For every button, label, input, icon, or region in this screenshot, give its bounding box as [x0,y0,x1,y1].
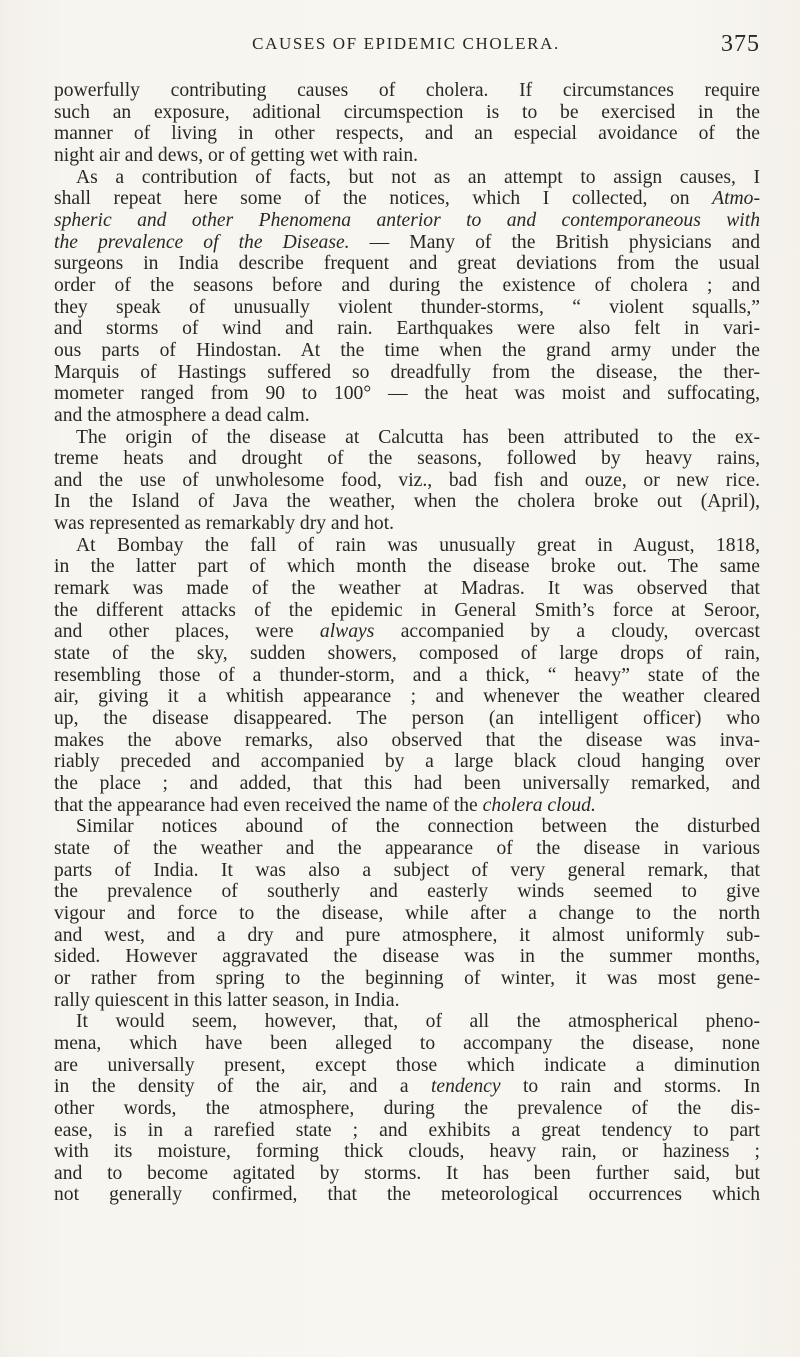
text-line: vigour and force to the disease, while after a change to the north [54,902,760,924]
italic-title-fragment: Atmo- [712,188,760,210]
text-line: treme heats and drought of the seasons, followed by heavy rains, [54,448,760,470]
text-line: or rather from spring to the beginning of winter, it was most gene- [54,967,760,989]
text-line: rally quiescent in this latter season, in India. [54,989,400,1011]
text-line: in the latter part of which month the disease broke out. The same [54,556,760,578]
text-line: Marquis of Hastings suffered so dreadfully from the disease, the ther- [54,361,760,383]
text-line: manner of living in other respects, and an especial avoidance of the [54,123,760,145]
text-line: other words, the atmosphere, during the prevalence of the dis- [54,1097,760,1119]
text-line: ease, is in a rarefied state ; and exhibits a great tendency to part [54,1119,760,1141]
italic-title-fragment: spheric and other Phenomena anterior to and contemporaneous with [54,209,760,231]
text-line: state of the sky, sudden showers, composed of large drops of rain, [54,643,760,665]
text-fragment: to rain and storms. In [500,1076,760,1098]
text-fragment: and other places, were [54,621,320,643]
text-line: and to become agitated by storms. It has been further said, but [54,1162,760,1184]
text-line: state of the weather and the appearance of the disease in various [54,837,760,859]
text-line: such an exposure, aditional circumspection is to be exercised in the [54,101,760,123]
italic-word: tendency [430,1076,501,1098]
text-line: As a contribution of facts, but not as an attempt to assign causes, I [76,166,760,188]
text-line [54,232,760,254]
text-line [54,621,760,643]
text-line: not generally confirmed, that the meteorological occurrences which [54,1184,760,1206]
text-line: are universally present, except those which indicate a diminution [54,1054,760,1076]
paragraph [54,167,760,427]
text-line: and west, and a dry and pure atmosphere, it almost uniformly sub- [54,924,760,946]
text-fragment: in the density of the air, and a [54,1076,431,1098]
text-line: the place ; and added, that this had been universally remarked, and [54,773,760,794]
page-header-title: CAUSES OF EPIDEMIC CHOLERA. [252,34,560,53]
text-line: resembling those of a thunder-storm, and a thick, “ heavy” state of the [54,664,760,686]
text-line [54,188,760,210]
paragraph [54,535,760,817]
text-line: order of the seasons before and during the existence of cholera ; and [54,274,760,296]
text-line: night air and dews, or of getting wet with rain. [54,144,419,166]
running-head [52,31,760,64]
text-line: remark was made of the weather at Madras. It was observed that [54,578,760,600]
italic-word: always [319,621,375,643]
text-line: with its moisture, forming thick clouds, heavy rain, or haziness ; [54,1141,760,1163]
text-line: makes the above remarks, also observed that the disease was inva- [54,729,760,751]
text-line: riably preceded and accompanied by a large black cloud hanging over [54,751,760,773]
text-line: The origin of the disease at Calcutta has been attributed to the ex- [76,426,760,448]
paragraph [54,427,760,535]
text-line: up, the disease disappeared. The person (an intelligent officer) who [54,708,760,730]
text-fragment: shall repeat here some of the notices, which I collected, on [54,188,713,210]
text-line: and the use of unwholesome food, viz., bad fish and ouze, or new rice. [54,469,760,491]
paragraph [54,816,760,1011]
text-line [54,1076,760,1098]
text-fragment: that the appearance had even received the name of the [54,794,483,816]
text-fragment: — Many of the British physicians and [349,231,760,253]
text-line: In the Island of Java the weather, when the cholera broke out (April), [54,491,760,513]
text-line: surgeons in India describe frequent and great deviations from the usual [54,253,760,275]
text-line: mena, which have been alleged to accompany the disease, none [54,1032,760,1054]
text-line: was represented as remarkably dry and hot. [54,513,395,535]
text-line: and storms of wind and rain. Earthquakes were also felt in vari- [54,318,760,340]
text-line: air, giving it a whitish appearance ; and whenever the weather cleared [54,686,760,708]
text-line: sided. However aggravated the disease was in the summer months, [54,946,760,968]
text-line: they speak of unusually violent thunder-storms, “ violent squalls,” [54,296,760,318]
text-line: Similar notices abound of the connection between the disturbed [76,816,760,838]
text-line: At Bombay the fall of rain was unusually great in August, 1818, [76,534,760,556]
text-line: and the atmosphere a dead calm. [54,404,310,426]
text-line [54,795,760,817]
text-line: parts of India. It was also a subject of very general remark, that [54,859,760,881]
text-line [54,210,760,232]
text-line: the different attacks of the epidemic in General Smith’s force at Seroor, [54,599,760,621]
paragraph [54,1011,760,1206]
page-number: 375 [721,31,760,57]
body-text [54,80,760,1206]
text-line: mometer ranged from 90 to 100° — the heat was moist and suffocating, [54,383,760,405]
italic-title-fragment: the prevalence of the Disease. [54,231,350,253]
text-fragment: accompanied by a cloudy, overcast [374,621,760,643]
text-line: powerfully contributing causes of cholera. If circumstances require [54,80,760,101]
text-line: the prevalence of southerly and easterly winds seemed to give [54,881,760,903]
text-line: It would seem, however, that, of all the atmospherical pheno- [76,1011,760,1033]
italic-term: cholera cloud. [482,794,596,816]
paragraph [54,80,760,167]
text-line: ous parts of Hindostan. At the time when the grand army under the [54,339,760,361]
